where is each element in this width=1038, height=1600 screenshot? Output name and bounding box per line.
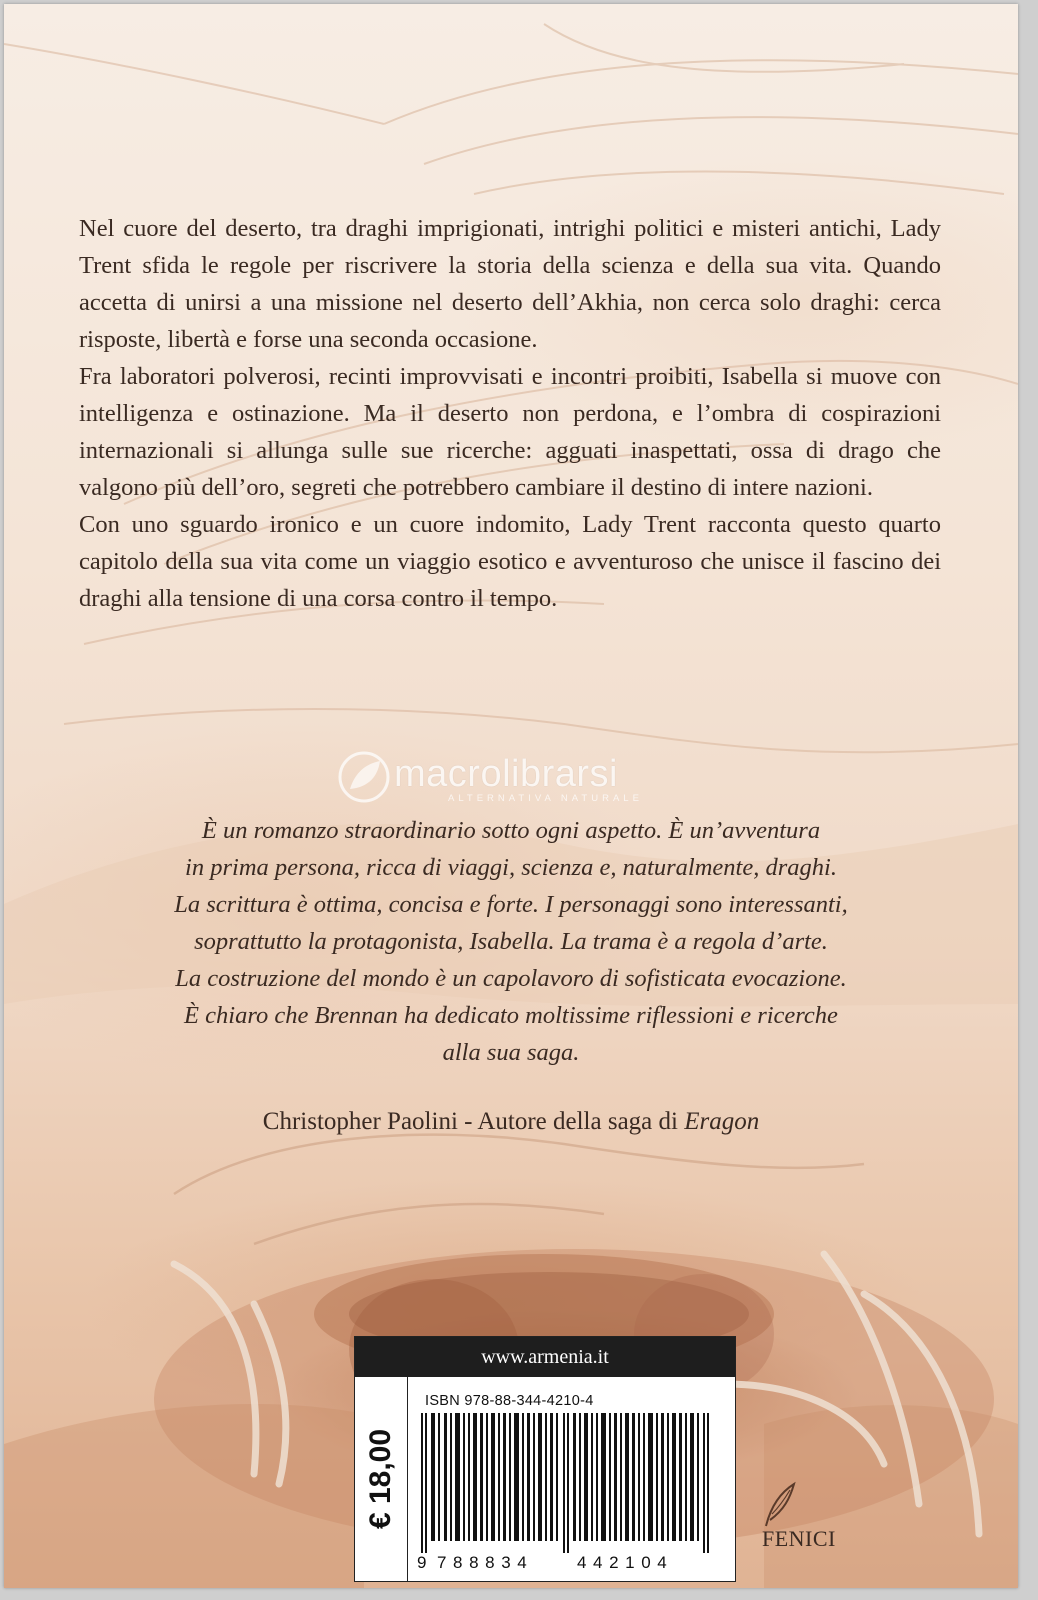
description-paragraph: Nel cuore del deserto, tra draghi imprigionati, intrighi politici e misteri antichi, Lady Trent sfida le regole per riscrivere la storia della scienza e della sua vita. Quando accetta di unirsi a una missione nel deserto dell’Akhia, non cerca solo draghi: cerca risposte, libertà e forse una seconda occasione. (79, 215, 941, 353)
book-description (79, 210, 941, 617)
quote-line: È chiaro che Brennan ha dedicato moltissime riflessioni e ricerche (184, 1002, 838, 1029)
book-back-cover (4, 4, 1018, 1588)
publisher-website: www.armenia.it (355, 1337, 735, 1377)
publisher-logo (760, 1480, 880, 1560)
review-quote (64, 812, 958, 1071)
quote-line: in prima persona, ricca di viaggi, scienza e, naturalmente, draghi. (185, 854, 837, 881)
watermark-tagline: ALTERNATIVA NATURALE (448, 793, 643, 804)
price-label: € 18,00 (364, 1428, 397, 1530)
barcode-box (354, 1336, 736, 1582)
quote-line: La scrittura è ottima, concisa e forte. I personaggi sono interessanti, (174, 891, 848, 918)
isbn-label: ISBN 978-88-344-4210-4 (425, 1393, 594, 1409)
feather-icon (760, 1480, 800, 1528)
quote-line: soprattutto la protagonista, Isabella. La trama è a regola d’arte. (194, 928, 828, 955)
barcode-icon (417, 1413, 723, 1553)
attribution-author: Christopher Paolini - Autore della saga di (262, 1108, 685, 1135)
attribution-work: Eragon (684, 1108, 760, 1135)
quote-line: È un romanzo straordinario sotto ogni aspetto. È un’avventura (201, 817, 821, 844)
publisher-name: FENICI (762, 1526, 836, 1551)
leaf-logo-icon (336, 749, 392, 805)
ean-right-group: 442104 (577, 1553, 674, 1572)
description-paragraph: Fra laboratori polverosi, recinti improvvisati e incontri proibiti, Isabella si muove con intelligenza e ostinazione. Ma il deserto non perdona, e l’ombra di cospirazioni internazionali si allunga sulle sue ricerche: agguati inaspettati, ossa di drago che valgono più dell’oro, segreti che potrebbero cambiare il destino di intere nazioni. (79, 363, 941, 501)
description-paragraph: Con uno sguardo ironico e un cuore indomito, Lady Trent racconta questo quarto capitolo della sua vita come un viaggio esotico e avventuroso che unisce il fascino dei draghi alla tensione di una corsa contro il tempo. (79, 511, 941, 612)
quote-line: La costruzione del mondo è un capolavoro di sofisticata evocazione. (175, 965, 847, 992)
ean-first-digit: 9 (417, 1553, 427, 1572)
watermark-brand: macrolibrarsi (394, 753, 618, 795)
watermark (336, 749, 716, 809)
ean-left-group: 788834 (437, 1553, 534, 1572)
quote-attribution (64, 1108, 958, 1136)
price-strip (355, 1377, 408, 1581)
quote-line: alla sua saga. (442, 1039, 580, 1066)
